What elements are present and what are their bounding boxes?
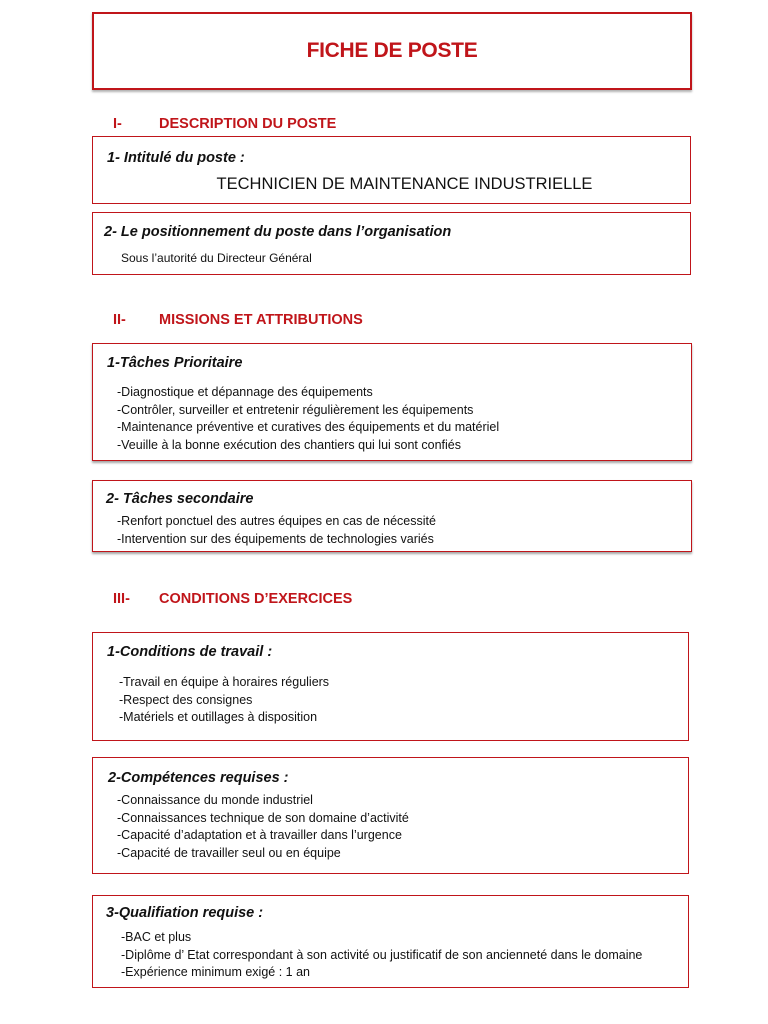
section-title: DESCRIPTION DU POSTE — [159, 116, 337, 132]
intitule-box — [92, 136, 691, 204]
qualification-heading: 3-Qualifiation requise : — [106, 905, 264, 921]
taches-secondaires-list — [117, 513, 436, 548]
list-item: -Matériels et outillages à disposition — [119, 710, 318, 724]
conditions-travail-list — [119, 674, 329, 727]
list-item: -Capacité de travailler seul ou en équipe — [117, 845, 341, 860]
list-item: -Renfort ponctuel des autres équipes en cas de nécessité — [117, 514, 436, 528]
list-item: -Connaissances technique de son domaine d’activité — [117, 810, 409, 825]
positionnement-box — [92, 212, 691, 275]
list-item: -Diplôme d’ Etat correspondant à son activité ou justificatif de son ancienneté dans le domaine — [121, 947, 643, 962]
positionnement-value: Sous l’autorité du Directeur Général — [121, 251, 312, 265]
list-item: -Travail en équipe à horaires réguliers — [119, 675, 330, 689]
list-item: -Contrôler, surveiller et entretenir régulièrement les équipements — [117, 402, 474, 417]
taches-secondaires-heading: 2- Tâches secondaire — [106, 491, 254, 507]
taches-prioritaires-box — [92, 343, 692, 461]
taches-prioritaires-heading: 1-Tâches Prioritaire — [107, 355, 243, 371]
section-title: CONDITIONS D’EXERCICES — [159, 591, 353, 607]
competences-box — [92, 757, 689, 874]
competences-list — [117, 792, 409, 862]
qualification-list — [121, 929, 642, 982]
title-box — [92, 12, 692, 90]
list-item: -Veuille à la bonne exécution des chantiers qui lui sont confiés — [117, 437, 461, 452]
list-item: -Expérience minimum exigé : 1 an — [121, 965, 310, 979]
qualification-box — [92, 895, 689, 988]
taches-prioritaires-list — [117, 384, 499, 454]
section-number: I- — [113, 116, 122, 132]
section-title: MISSIONS ET ATTRIBUTIONS — [159, 312, 363, 328]
page-title: FICHE DE POSTE — [306, 39, 478, 62]
list-item: -Maintenance préventive et curatives des équipements et du matériel — [117, 420, 500, 434]
list-item: -Diagnostique et dépannage des équipements — [117, 385, 373, 399]
conditions-travail-heading: 1-Conditions de travail : — [107, 644, 273, 660]
list-item: -Capacité d’adaptation et à travailler dans l’urgence — [117, 828, 402, 842]
competences-heading: 2-Compétences requises : — [108, 770, 289, 786]
list-item: -Respect des consignes — [119, 692, 253, 707]
job-title: TECHNICIEN DE MAINTENANCE INDUSTRIELLE — [216, 175, 593, 193]
list-item: -BAC et plus — [121, 930, 192, 944]
list-item: -Intervention sur des équipements de technologies variés — [117, 531, 434, 546]
positionnement-heading: 2- Le positionnement du poste dans l’organisation — [104, 224, 452, 240]
section-number: II- — [113, 312, 126, 328]
taches-secondaires-box — [92, 480, 692, 552]
conditions-travail-box — [92, 632, 689, 741]
section-number: III- — [113, 591, 130, 607]
intitule-heading: 1- Intitulé du poste : — [107, 150, 245, 166]
list-item: -Connaissance du monde industriel — [117, 793, 313, 807]
